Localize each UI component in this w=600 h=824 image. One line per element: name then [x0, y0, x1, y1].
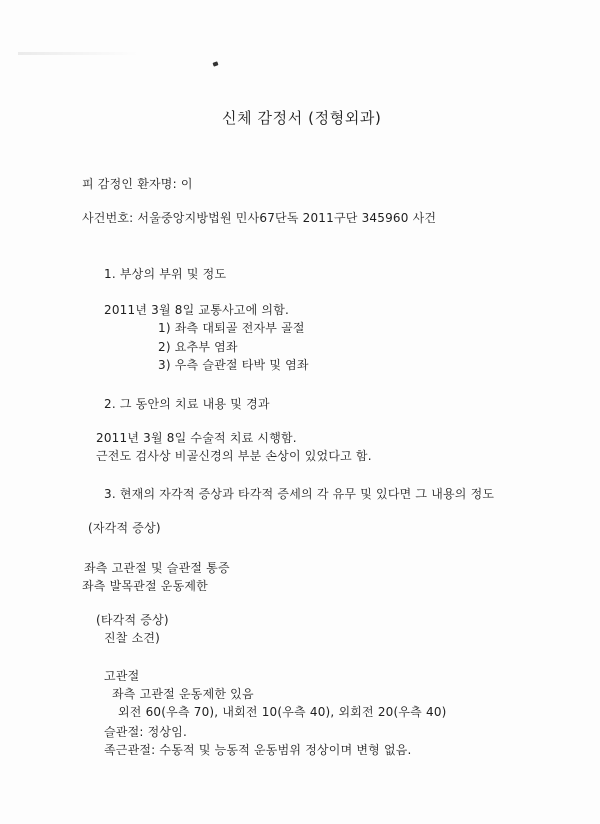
knee-line: 슬관절: 정상임.: [104, 725, 188, 739]
section1-item-1: 1) 좌측 대퇴골 전자부 골절: [158, 321, 305, 335]
objective-label: (타각적 증상): [96, 613, 169, 627]
section2-line-2: 근전도 검사상 비골신경의 부분 손상이 있었다고 함.: [96, 449, 372, 463]
hip-label: 고관절: [104, 669, 140, 683]
section1-item-3: 3) 우측 슬관절 타박 및 염좌: [158, 358, 309, 372]
hip-line-1: 좌측 고관절 운동제한 있음: [112, 687, 254, 701]
subjective-line-1: 좌측 고관절 및 슬관절 통증: [84, 561, 230, 575]
document-title: 신체 감정서 (정형외과): [222, 109, 382, 127]
section1-heading: 1. 부상의 부위 및 정도: [104, 267, 227, 281]
subjective-label: (자각적 증상): [88, 521, 161, 535]
ankle-line: 족근관절: 수동적 및 능동적 운동범위 정상이며 변형 없음.: [104, 743, 412, 757]
patient-line: 피 감정인 환자명: 이: [82, 177, 193, 191]
hip-line-2: 외전 60(우측 70), 내회전 10(우측 40), 외회전 20(우측 40): [118, 705, 447, 719]
section3-heading: 3. 현재의 자각적 증상과 타각적 증세의 각 유무 및 있다면 그 내용의 정도: [104, 487, 495, 501]
section1-intro: 2011년 3월 8일 교통사고에 의함.: [104, 303, 290, 317]
case-number-line: 사건번호: 서울중앙지방법원 민사67단독 2011구단 345960 사건: [82, 211, 437, 225]
scan-smudge: [18, 52, 138, 55]
section2-heading: 2. 그 동안의 치료 내용 및 경과: [104, 397, 270, 411]
subjective-line-2: 좌측 발목관절 운동제한: [82, 579, 208, 593]
scan-mark: [212, 61, 218, 66]
section1-item-2: 2) 요추부 염좌: [158, 340, 238, 354]
section2-line-1: 2011년 3월 8일 수술적 치료 시행함.: [96, 431, 297, 445]
exam-label: 진찰 소견): [104, 631, 161, 645]
